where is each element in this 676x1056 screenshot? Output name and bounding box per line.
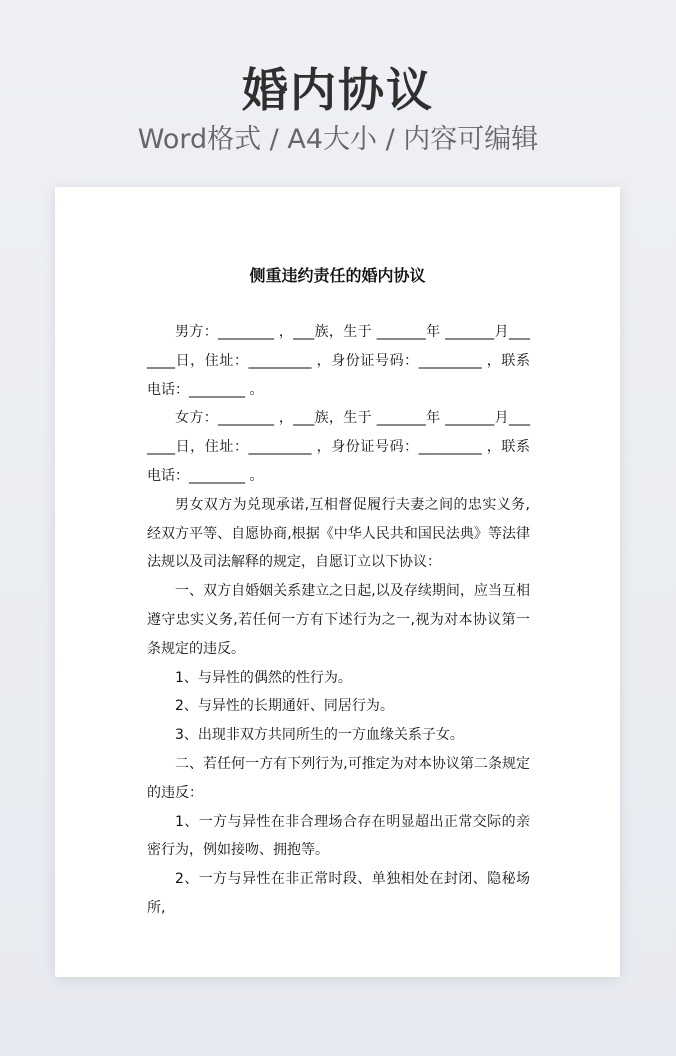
paragraph-article-1: 一、双方自婚姻关系建立之日起,以及存续期间，应当互相遵守忠实义务,若任何一方有下述行为之一,视为对本协议第一条规定的违反。 [147,583,530,657]
paragraph-article-1-item-2: 2、与异性的长期通奸、同居行为。 [175,698,394,715]
document-title: 侧重违约责任的婚内协议 [249,266,426,285]
paragraph-article-2: 二、若任何一方有下列行为,可推定为对本协议第二条规定的违反： [147,755,530,801]
paragraph-husband-info: 男方：________ ，___族，生于 _______年 _______月_______日，住址：_________ ，身份证号码：_________ ，联系电话：________ 。 [147,324,530,398]
document-body [147,318,530,923]
document-page [55,187,620,977]
paragraph-wife-info: 女方：________ ，___族，生于 _______年 _______月_______日，住址：_________ ，身份证号码：_________ ，联系电话：________ 。 [147,410,530,484]
banner-title: 婚内协议 [242,63,434,117]
paragraph-article-1-item-1: 1、与异性的偶然的性行为。 [175,669,352,686]
banner-subtitle: Word格式 / A4大小 / 内容可编辑 [137,124,539,155]
paragraph-preamble: 男女双方为兑现承诺,互相督促履行夫妻之间的忠实义务,经双方平等、自愿协商,根据《中华人民共和国民法典》等法律法规以及司法解释的规定，自愿订立以下协议： [147,496,530,571]
paragraph-article-1-item-3: 3、出现非双方共同所生的一方血缘关系子女。 [175,727,464,744]
banner-header [0,60,676,158]
paragraph-article-2-item-2: 2、一方与异性在非正常时段、单独相处在封闭、隐秘场所, [147,871,530,916]
paragraph-article-2-item-1: 1、一方与异性在非合理场合存在明显超出正常交际的亲密行为，例如接吻、拥抱等。 [147,813,530,859]
